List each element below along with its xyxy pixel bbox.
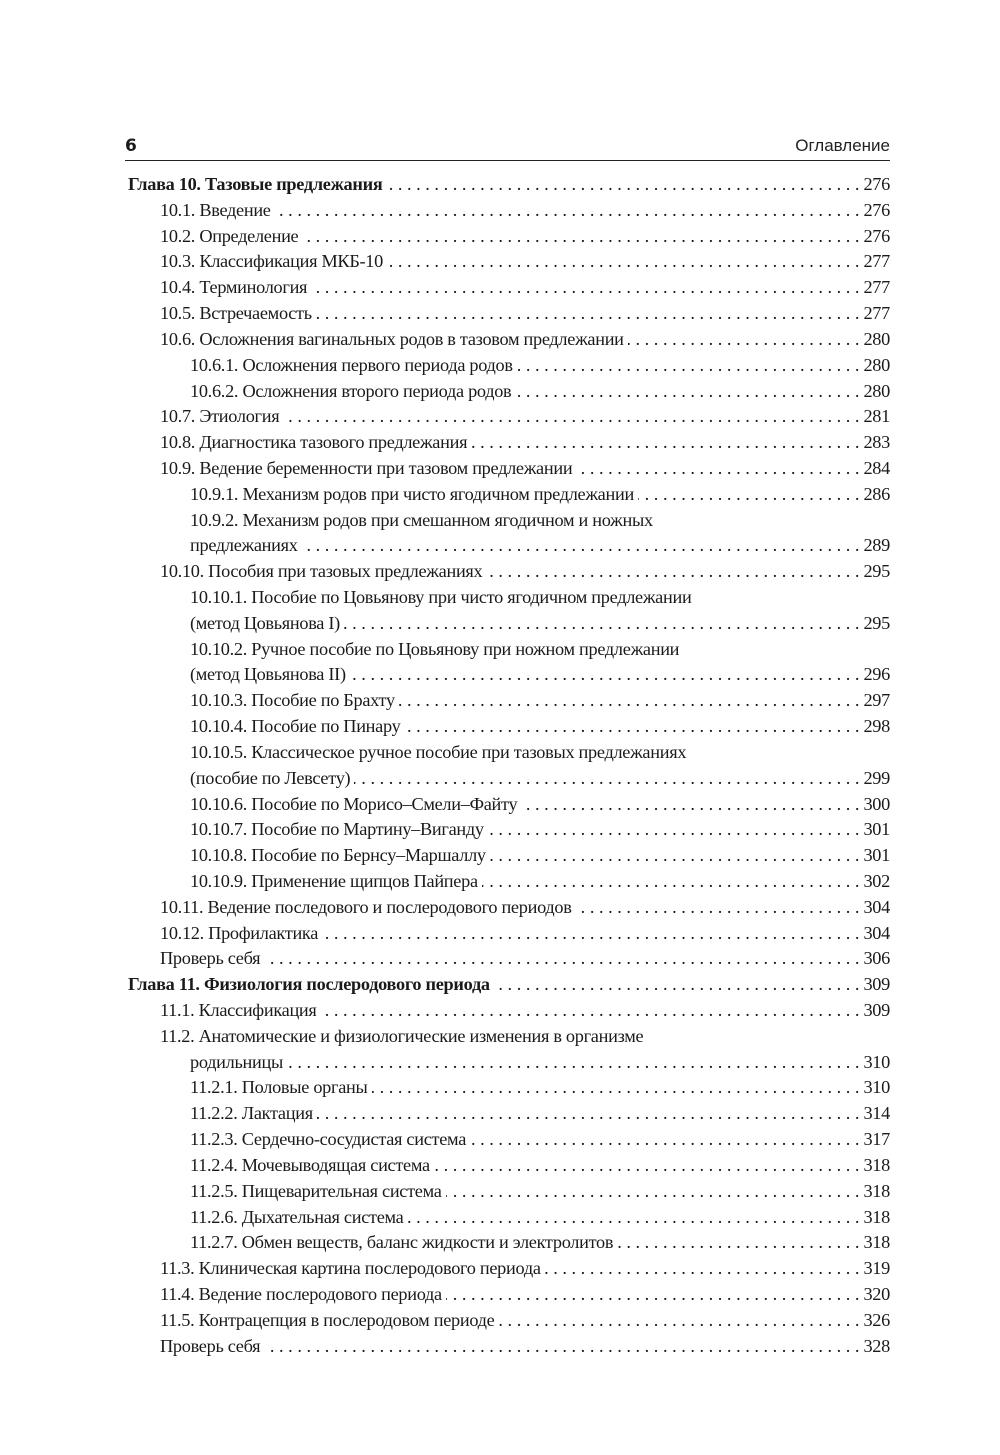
toc-entry[interactable] — [128, 998, 890, 1024]
toc-entry-title: Проверь себя — [160, 1335, 261, 1356]
dot-leader — [372, 1075, 860, 1101]
dot-leader — [446, 1179, 860, 1205]
toc-entry[interactable] — [128, 740, 890, 766]
dot-leader — [275, 198, 860, 224]
toc-entry-title: 10.8. Диагностика тазового предлежания — [160, 432, 468, 453]
toc-entry[interactable] — [128, 482, 890, 508]
dot-leader — [482, 869, 860, 895]
toc-page-number: 298 — [863, 716, 890, 737]
toc-entry[interactable] — [128, 637, 890, 663]
toc-entry-title: родильницы — [190, 1051, 283, 1072]
toc-page-number: 304 — [863, 896, 890, 917]
dot-leader — [470, 1127, 859, 1153]
toc-entry-title: 10.10.3. Пособие по Брахту — [190, 690, 395, 711]
toc-page-number: 280 — [863, 380, 890, 401]
dot-leader — [628, 327, 860, 353]
toc-entry-title: 10.1. Введение — [160, 199, 271, 220]
dot-leader — [446, 1282, 860, 1308]
toc-entry-title: предлежаниях — [190, 535, 298, 556]
toc-page-number: 309 — [863, 1000, 890, 1020]
toc-entry[interactable] — [128, 404, 890, 430]
toc-page-number: 277 — [863, 277, 890, 298]
toc-entry[interactable] — [128, 379, 890, 405]
toc-entry[interactable] — [128, 688, 890, 714]
toc-page-number: 318 — [863, 1232, 890, 1253]
dot-leader — [471, 430, 859, 456]
dot-leader — [576, 456, 859, 482]
toc-entry[interactable] — [128, 585, 890, 611]
toc-page-number: 283 — [863, 432, 890, 453]
toc-entry[interactable] — [128, 1256, 890, 1282]
toc-entry[interactable] — [128, 327, 890, 353]
toc-page-number: 319 — [863, 1258, 890, 1279]
dot-leader — [322, 921, 859, 947]
dot-leader — [287, 1050, 860, 1076]
toc-entry-title: 11.2. Анатомические и физиологические изменения в организме — [160, 1025, 644, 1046]
dot-leader — [407, 1205, 859, 1231]
dot-leader — [311, 275, 859, 301]
toc-entry[interactable] — [128, 946, 890, 972]
toc-page-number: 320 — [863, 1283, 890, 1304]
dot-leader — [354, 766, 859, 792]
toc-entry[interactable] — [128, 1024, 890, 1050]
dot-leader — [344, 611, 860, 637]
toc-entry[interactable] — [128, 792, 890, 818]
toc-entry-title: 10.6.1. Осложнения первого периода родов — [190, 354, 513, 375]
toc-entry[interactable] — [128, 249, 890, 275]
toc-entry[interactable] — [128, 766, 890, 792]
toc-entry[interactable] — [128, 895, 890, 921]
toc-entry-title: (метод Цовьянова II) — [190, 664, 346, 685]
toc-page-number: 297 — [863, 690, 890, 711]
dot-leader — [264, 946, 859, 972]
toc-page-number: 299 — [863, 767, 890, 788]
toc-entry-title: Глава 11. Физиология послеродового периода — [128, 974, 490, 995]
toc-entry-title: 10.7. Этиология — [160, 406, 280, 427]
toc-entry-title: 11.2.5. Пищеварительная система — [190, 1180, 442, 1201]
running-title: Оглавление — [795, 136, 890, 155]
dot-leader — [399, 688, 860, 714]
toc-page-number: 328 — [863, 1335, 890, 1356]
toc-chapter-entry[interactable] — [128, 972, 890, 998]
toc-entry-title: 10.9. Ведение беременности при тазовом предлежании — [160, 457, 573, 478]
toc-entry[interactable] — [128, 533, 890, 559]
toc-page-number: 306 — [863, 948, 890, 969]
toc-entry[interactable] — [128, 1153, 890, 1179]
toc-entry-title: 10.10.6. Пособие по Морисо–Смели–Файту — [190, 793, 518, 814]
toc-entry-title: 11.2.6. Дыхательная система — [190, 1206, 404, 1227]
toc-entry[interactable] — [128, 353, 890, 379]
dot-leader — [486, 559, 859, 585]
toc-entry-title: (пособие по Левсету) — [190, 767, 351, 788]
toc-entry[interactable] — [128, 1205, 890, 1231]
toc-entry[interactable] — [128, 843, 890, 869]
toc-entry-title: 10.12. Профилактика — [160, 922, 319, 943]
toc-entry[interactable] — [128, 869, 890, 895]
toc-entry-title: 10.10.7. Пособие по Мартину–Виганду — [190, 819, 484, 840]
dot-leader — [494, 972, 860, 998]
toc-entry-title: 10.6. Осложнения вагинальных родов в тазовом предлежании — [160, 328, 624, 349]
dot-leader — [350, 662, 860, 688]
toc-entry-title: 10.10. Пособия при тазовых предлежаниях — [160, 561, 483, 582]
toc-page-number: 318 — [863, 1206, 890, 1227]
toc-page-number: 286 — [863, 483, 890, 504]
dot-leader — [545, 1256, 860, 1282]
toc-page-number: 277 — [863, 303, 890, 324]
toc-entry-title: 11.2.2. Лактация — [190, 1103, 313, 1124]
toc-page-number: 310 — [863, 1051, 890, 1072]
toc-entry[interactable] — [128, 1101, 890, 1127]
toc-entry[interactable] — [128, 1050, 890, 1076]
toc-entry-title: 10.9.2. Механизм родов при смешанном ягодичном и ножных — [190, 509, 653, 530]
dot-leader — [617, 1230, 859, 1256]
toc-page-number: 304 — [863, 922, 890, 943]
toc-page-number: 318 — [863, 1180, 890, 1201]
dot-leader — [264, 1334, 859, 1360]
toc-page-number: 310 — [863, 1077, 890, 1098]
dot-leader — [386, 172, 859, 198]
toc-entry-title: 10.3. Классификация МКБ-10 — [160, 251, 383, 272]
toc-entry-title: 10.10.5. Классическое ручное пособие при тазовых предлежаниях — [190, 741, 687, 762]
toc-entry-title: Проверь себя — [160, 948, 261, 969]
dot-leader — [517, 353, 860, 379]
toc-page-number: 301 — [863, 845, 890, 866]
toc-page-number: 317 — [863, 1129, 890, 1150]
dot-leader — [498, 1308, 859, 1334]
toc-page-number: 289 — [863, 535, 890, 556]
dot-leader — [434, 1153, 860, 1179]
toc-entry-title: 10.2. Определение — [160, 225, 299, 246]
dot-leader — [521, 792, 859, 818]
toc-entry-title: Глава 10. Тазовые предлежания — [128, 174, 383, 194]
toc-entry-title: 10.11. Ведение последового и послеродового периодов — [160, 896, 572, 917]
dot-leader — [404, 714, 859, 740]
toc-entry[interactable] — [128, 1075, 890, 1101]
toc-entry-title: 11.3. Клиническая картина послеродового периода — [160, 1258, 541, 1279]
dot-leader — [488, 817, 860, 843]
dot-leader — [638, 482, 860, 508]
toc-page-number: 276 — [863, 199, 890, 220]
dot-leader — [316, 301, 860, 327]
dot-leader — [490, 843, 860, 869]
toc-entry-title: 11.2.3. Сердечно-сосудистая система — [190, 1129, 467, 1150]
dot-leader — [302, 533, 860, 559]
toc-entry-title: 10.10.2. Ручное пособие по Цовьянову при ножном предлежании — [190, 638, 680, 659]
toc-entry-title: 11.2.1. Половые органы — [190, 1077, 368, 1098]
dot-leader — [317, 1101, 860, 1127]
toc-entry[interactable] — [128, 224, 890, 250]
dot-leader — [515, 379, 859, 405]
toc-page-number: 301 — [863, 819, 890, 840]
toc-entry-title: 10.10.9. Применение щипцов Пайпера — [190, 870, 478, 891]
toc-entry-title: (метод Цовьянова I) — [190, 612, 340, 633]
toc-entry[interactable] — [128, 1308, 890, 1334]
toc-page-number: 284 — [863, 457, 890, 478]
toc-page-number: 296 — [863, 664, 890, 685]
toc-entry[interactable] — [128, 1334, 890, 1360]
toc-entry-title: 11.2.4. Мочевыводящая система — [190, 1154, 430, 1175]
toc-entry-title: 11.1. Классификация — [160, 1000, 317, 1020]
toc-chapter-entry[interactable] — [128, 172, 890, 198]
toc-entry-title: 10.10.1. Пособие по Цовьянову при чисто ягодичном предлежании — [190, 587, 692, 607]
toc-page-number: 314 — [863, 1103, 890, 1124]
toc-entry[interactable] — [128, 1179, 890, 1205]
toc-page-number: 318 — [863, 1154, 890, 1175]
toc-page-number: 326 — [863, 1309, 890, 1330]
toc-page-number: 300 — [863, 793, 890, 814]
toc-page-number: 277 — [863, 251, 890, 272]
toc-entry[interactable] — [128, 301, 890, 327]
toc-entry-title: 10.4. Терминология — [160, 277, 308, 298]
page-number: 6 — [125, 136, 137, 156]
toc-entry-title: 10.6.2. Осложнения второго периода родов — [190, 380, 512, 401]
toc-entry[interactable] — [128, 611, 890, 637]
toc-entry[interactable] — [128, 198, 890, 224]
toc-page-number: 280 — [863, 354, 890, 375]
toc-entry[interactable] — [128, 559, 890, 585]
toc-entry-title: 11.5. Контрацепция в послеродовом периоде — [160, 1309, 495, 1330]
toc-entry[interactable] — [128, 817, 890, 843]
toc-entry-title: 11.2.7. Обмен веществ, баланс жидкости и электролитов — [190, 1232, 614, 1253]
toc-page-number: 276 — [863, 174, 890, 194]
running-header — [125, 134, 890, 161]
toc-entry-title: 10.10.8. Пособие по Бернсу–Маршаллу — [190, 845, 486, 866]
toc-entry-title: 10.9.1. Механизм родов при чисто ягодичном предлежании — [190, 483, 634, 504]
toc-entry-title: 11.4. Ведение послеродового периода — [160, 1283, 442, 1304]
toc-page-number: 309 — [863, 974, 890, 995]
dot-leader — [576, 895, 860, 921]
toc-entry-title: 10.10.4. Пособие по Пинару — [190, 716, 401, 737]
toc-page-number: 295 — [863, 612, 890, 633]
toc-entry[interactable] — [128, 275, 890, 301]
dot-leader — [387, 249, 859, 275]
toc-entry[interactable] — [128, 714, 890, 740]
dot-leader — [283, 404, 859, 430]
toc-page-number: 280 — [863, 328, 890, 349]
table-of-contents — [128, 172, 890, 1359]
toc-page-number: 281 — [863, 406, 890, 427]
toc-page-number: 276 — [863, 225, 890, 246]
toc-entry[interactable] — [128, 508, 890, 534]
dot-leader — [302, 224, 859, 250]
toc-entry-title: 10.5. Встречаемость — [160, 303, 312, 324]
dot-leader — [321, 998, 860, 1024]
toc-entry[interactable] — [128, 430, 890, 456]
toc-page-number: 295 — [863, 561, 890, 582]
toc-entry[interactable] — [128, 456, 890, 482]
toc-entry[interactable] — [128, 1127, 890, 1153]
toc-entry[interactable] — [128, 1230, 890, 1256]
toc-entry[interactable] — [128, 1282, 890, 1308]
toc-page-number: 302 — [863, 870, 890, 891]
toc-entry[interactable] — [128, 662, 890, 688]
toc-entry[interactable] — [128, 921, 890, 947]
